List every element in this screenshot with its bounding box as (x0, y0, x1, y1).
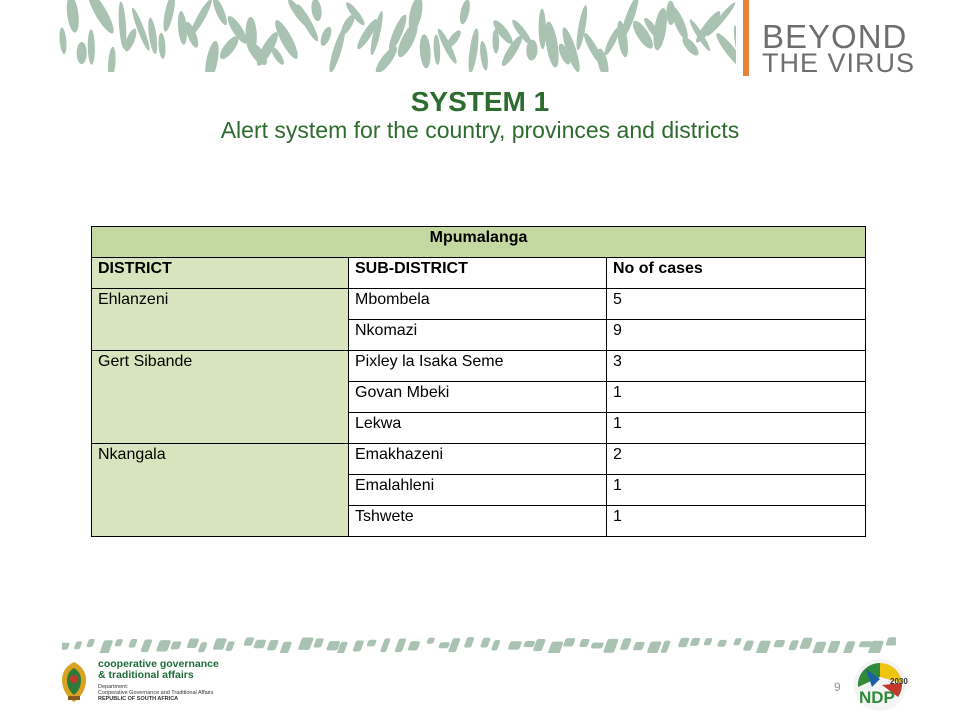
district-cell: Gert Sibande (92, 351, 349, 444)
pattern-shape (491, 640, 501, 651)
pattern-shape (140, 640, 152, 653)
pattern-shape (448, 638, 461, 652)
department-logo (58, 657, 238, 707)
leaf-shape (373, 44, 401, 72)
pattern-shape (743, 641, 755, 651)
pattern-shape (298, 638, 314, 650)
pattern-shape (156, 640, 171, 651)
pattern-shape (799, 638, 813, 649)
pattern-shape (646, 642, 661, 654)
sub-district-cell: Tshwete (349, 506, 607, 537)
pattern-shape (380, 638, 391, 652)
leaf-shape (269, 45, 286, 66)
cases-cell: 5 (607, 289, 866, 320)
pattern-shape (266, 640, 278, 650)
pattern-shape (464, 637, 475, 648)
cases-cell: 1 (607, 506, 866, 537)
table-row (92, 289, 866, 320)
pattern-shape (507, 641, 522, 649)
pattern-shape (212, 638, 227, 650)
leaf-shape (202, 40, 221, 72)
pattern-shape (755, 641, 771, 653)
pattern-shape (812, 642, 827, 653)
dept-name-line-1: cooperative governance (98, 658, 219, 670)
pattern-shape (690, 638, 701, 646)
pattern-shape (394, 639, 406, 653)
brand-accent-bar (743, 0, 749, 76)
sub-district-cell: Emakhazeni (349, 444, 607, 475)
leaf-shape (419, 34, 432, 69)
sub-district-cell: Pixley la Isaka Seme (349, 351, 607, 382)
district-cell: Nkangala (92, 444, 349, 537)
dept-label: Department: (98, 684, 129, 690)
column-header-district: DISTRICT (92, 258, 349, 289)
cases-cell: 9 (607, 320, 866, 351)
ndp-2030-logo (852, 657, 908, 713)
pattern-shape (407, 641, 420, 650)
pattern-shape (563, 638, 576, 646)
leaf-shape (65, 0, 81, 33)
leaf-shape (158, 33, 167, 60)
leaf-shape (188, 0, 215, 37)
pattern-shape (198, 642, 208, 652)
pattern-shape (773, 640, 785, 647)
pattern-shape (74, 641, 83, 649)
leaf-shape (318, 25, 333, 47)
pattern-shape (827, 641, 841, 653)
dept-name-line-2: & traditional affairs (98, 669, 194, 681)
pattern-shape (253, 640, 266, 649)
pattern-shape (579, 639, 590, 647)
coat-of-arms-icon (58, 660, 90, 704)
cases-cell: 2 (607, 444, 866, 475)
cases-cell: 3 (607, 351, 866, 382)
sub-district-cell: Emalahleni (349, 475, 607, 506)
pattern-shape (590, 643, 604, 649)
dept-country: REPUBLIC OF SOUTH AFRICA (98, 696, 179, 702)
table-row (92, 444, 866, 475)
leaf-shape (466, 28, 480, 72)
leaf-shape (538, 9, 546, 50)
leaf-pattern-banner (56, 0, 736, 72)
pattern-shape (480, 638, 491, 648)
sub-district-cell: Lekwa (349, 413, 607, 444)
pattern-shape (733, 638, 742, 645)
pattern-shape (326, 641, 341, 650)
pattern-shape (660, 641, 671, 653)
district-cell: Ehlanzeni (92, 289, 349, 351)
leaf-shape (77, 42, 87, 64)
table-row (92, 351, 866, 382)
dept-full-name: Cooperative Governance and Traditional Affairs (98, 690, 214, 696)
pattern-shape (717, 640, 727, 647)
leaf-shape (433, 34, 441, 65)
pattern-shape (426, 638, 435, 644)
footer-pattern-strip (62, 635, 896, 653)
pattern-shape (128, 639, 138, 648)
pattern-shape (603, 639, 619, 653)
sub-district-cell: Mbombela (349, 289, 607, 320)
pattern-shape (547, 642, 564, 653)
leaf-shape (444, 28, 463, 49)
pattern-shape (788, 640, 799, 650)
pattern-shape (843, 641, 856, 653)
leaf-pattern-graphic (56, 0, 736, 72)
leaf-shape (87, 29, 95, 65)
footer-pattern-graphic (62, 635, 896, 653)
ndp-label: NDP (859, 688, 895, 707)
leaf-shape (84, 0, 118, 36)
slide-subtitle: Alert system for the country, provinces and districts (220, 117, 740, 143)
leaf-shape (479, 41, 490, 71)
pattern-shape (313, 638, 324, 647)
province-header: Mpumalanga (92, 227, 866, 258)
pattern-shape (366, 640, 377, 647)
pattern-shape (703, 638, 713, 645)
leaf-shape (458, 0, 472, 25)
beyond-the-virus-logo (743, 0, 943, 80)
pattern-shape (438, 642, 450, 648)
column-header-sub-district: SUB-DISTRICT (349, 258, 607, 289)
leaf-shape (107, 46, 116, 72)
leaf-shape (161, 0, 177, 33)
pattern-shape (279, 642, 292, 653)
cases-table (91, 226, 866, 537)
cases-cell: 1 (607, 413, 866, 444)
pattern-shape (633, 642, 645, 650)
pattern-shape (678, 638, 690, 648)
brand-line-1: BEYOND (762, 18, 908, 55)
ndp-year: 2030 (890, 677, 908, 686)
pattern-shape (186, 639, 199, 649)
pattern-shape (99, 640, 113, 653)
pattern-shape (523, 641, 535, 647)
pattern-shape (225, 641, 235, 651)
cases-cell: 1 (607, 475, 866, 506)
leaf-shape (59, 27, 68, 54)
column-header-row (92, 258, 866, 289)
page-number: 9 (834, 680, 841, 694)
pattern-shape (62, 643, 70, 650)
sub-district-cell: Govan Mbeki (349, 382, 607, 413)
pattern-shape (620, 638, 632, 650)
pattern-shape (352, 641, 364, 652)
pattern-shape (885, 637, 896, 645)
pattern-shape (114, 639, 123, 646)
sub-district-cell: Nkomazi (349, 320, 607, 351)
cases-cell: 1 (607, 382, 866, 413)
province-row (92, 227, 866, 258)
slide-title: SYSTEM 1 (410, 86, 550, 117)
pattern-shape (86, 639, 95, 647)
column-header-cases: No of cases (607, 258, 866, 289)
pattern-shape (170, 641, 182, 649)
leaf-shape (713, 30, 736, 72)
leaf-shape (210, 0, 229, 27)
pattern-shape (243, 637, 254, 645)
leaf-shape (310, 0, 323, 22)
brand-line-2: THE VIRUS (762, 48, 916, 78)
pattern-shape (533, 639, 546, 651)
